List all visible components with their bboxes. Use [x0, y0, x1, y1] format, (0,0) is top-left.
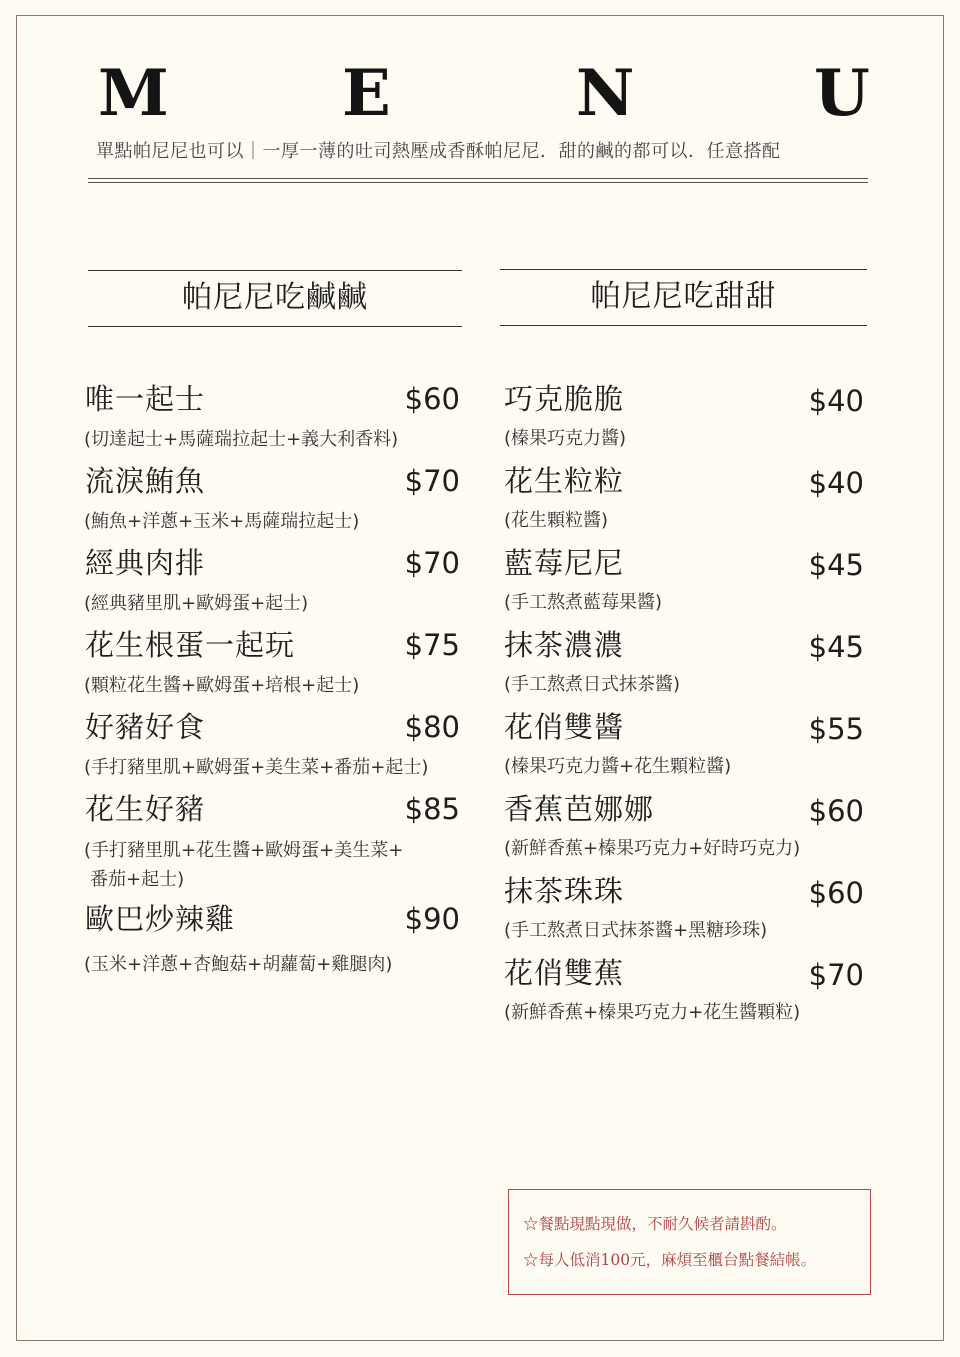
item-description: (新鮮香蕉+榛果巧克力+好時巧克力): [504, 838, 801, 859]
title-letter-e: E: [342, 56, 391, 131]
item-name: 流淚鮪魚: [85, 464, 206, 498]
item-name: 香蕉芭娜娜: [504, 792, 655, 826]
item-description: (榛果巧克力醬+花生顆粒醬): [504, 756, 732, 777]
item-name: 花俏雙蕉: [504, 956, 625, 990]
item-name: 唯一起士: [85, 382, 206, 416]
item-description: (手打豬里肌+歐姆蛋+美生菜+番茄+起士): [84, 757, 429, 778]
header-divider-top: [88, 178, 868, 179]
item-price: $90: [404, 902, 460, 936]
item-description: (切達起士+馬薩瑞拉起士+義大利香料): [84, 429, 399, 450]
item-price: $60: [808, 794, 864, 828]
savory-heading: 帕尼尼吃鹹鹹: [88, 270, 462, 327]
item-name: 藍莓尼尼: [504, 546, 625, 580]
item-price: $60: [404, 382, 460, 416]
item-name: 花生粒粒: [504, 464, 625, 498]
item-price: $55: [808, 712, 864, 746]
item-description: (經典豬里肌+歐姆蛋+起士): [84, 593, 309, 614]
item-price: $40: [808, 466, 864, 500]
item-description-continued: 番茄+起士): [90, 869, 185, 890]
item-price: $45: [808, 630, 864, 664]
item-name: 好豬好食: [85, 710, 206, 744]
item-name: 歐巴炒辣雞: [85, 902, 236, 936]
item-description: (手工熬煮日式抹茶醬): [504, 674, 681, 695]
item-description: (鮪魚+洋蔥+玉米+馬薩瑞拉起士): [84, 511, 360, 532]
item-price: $70: [404, 546, 460, 580]
item-description: (顆粒花生醬+歐姆蛋+培根+起士): [84, 675, 360, 696]
item-price: $80: [404, 710, 460, 744]
item-name: 花生好豬: [85, 792, 206, 826]
notice-box: [508, 1189, 871, 1295]
item-description: (手打豬里肌+花生醬+歐姆蛋+美生菜+: [84, 840, 404, 861]
item-price: $40: [808, 384, 864, 418]
item-description: (手工熬煮藍莓果醬): [504, 592, 663, 613]
item-description: (手工熬煮日式抹茶醬+黑糖珍珠): [504, 920, 768, 941]
title-letter-m: M: [98, 56, 169, 131]
item-name: 經典肉排: [85, 546, 206, 580]
notice-line: ☆每人低消100元，麻煩至櫃台點餐結帳。: [523, 1251, 817, 1269]
item-description: (玉米+洋蔥+杏鮑菇+胡蘿蔔+雞腿肉): [84, 954, 393, 975]
title-letter-n: N: [576, 56, 635, 131]
sweet-heading: 帕尼尼吃甜甜: [500, 269, 867, 326]
notice-line: ☆餐點現點現做，不耐久候者請斟酌。: [523, 1215, 787, 1233]
title-letter-u: U: [814, 56, 870, 131]
item-name: 花俏雙醬: [504, 710, 625, 744]
item-description: (花生顆粒醬): [504, 510, 609, 531]
item-name: 花生根蛋一起玩: [85, 628, 296, 662]
item-price: $45: [808, 548, 864, 582]
item-price: $60: [808, 876, 864, 910]
item-price: $85: [404, 792, 460, 826]
item-name: 抹茶珠珠: [504, 874, 625, 908]
header-divider-bottom: [88, 182, 868, 183]
item-price: $70: [404, 464, 460, 498]
menu-subtitle: 單點帕尼尼也可以｜一厚一薄的吐司熱壓成香酥帕尼尼．甜的鹹的都可以．任意搭配: [96, 141, 781, 162]
item-description: (榛果巧克力醬): [504, 428, 627, 449]
item-name: 抹茶濃濃: [504, 628, 625, 662]
item-description: (新鮮香蕉+榛果巧克力+花生醬顆粒): [504, 1002, 801, 1023]
item-price: $70: [808, 958, 864, 992]
item-price: $75: [404, 628, 460, 662]
item-name: 巧克脆脆: [504, 382, 625, 416]
